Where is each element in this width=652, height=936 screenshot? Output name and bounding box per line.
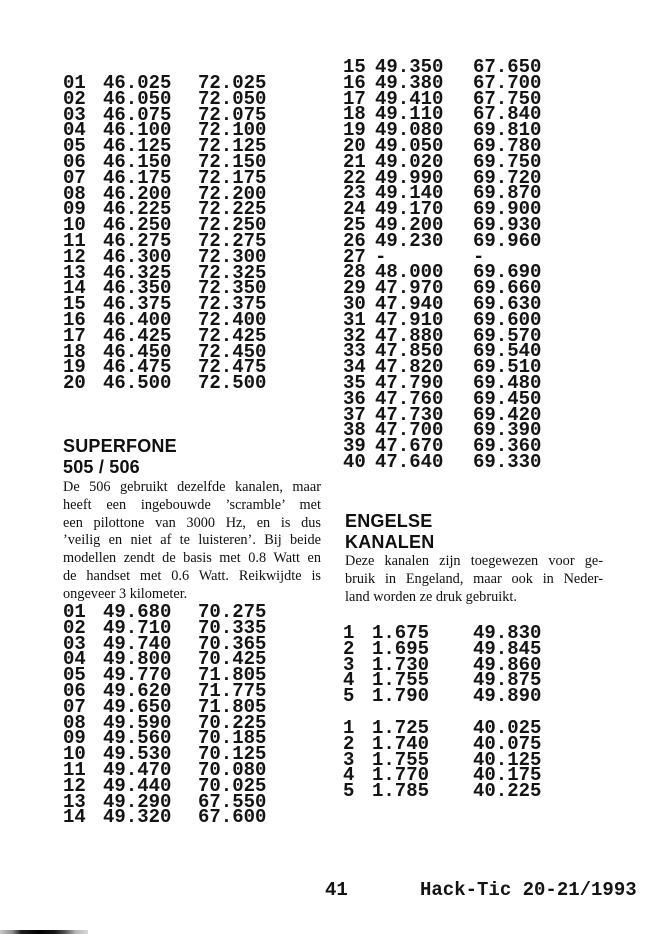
- frequency-b: 69.540: [473, 340, 542, 363]
- frequency-b: 69.750: [473, 150, 542, 173]
- channel-number: 18: [63, 340, 86, 363]
- frequency-a: 49.590: [103, 711, 172, 734]
- frequency-a: 47.790: [375, 371, 444, 394]
- frequency-b: 67.700: [473, 71, 542, 94]
- frequency-a: 47.880: [375, 324, 444, 347]
- english-channels-table-b: [343, 717, 542, 803]
- channel-number: 33: [343, 340, 366, 363]
- frequency-b: 67.600: [198, 806, 267, 829]
- table-row: [63, 806, 267, 829]
- channel-number: 11: [63, 758, 86, 781]
- channel-number: 16: [63, 308, 86, 331]
- frequency-a: 49.050: [375, 134, 444, 157]
- frequency-b: 70.335: [198, 616, 267, 639]
- channel-number: 06: [63, 150, 86, 173]
- frequency-b: 40.125: [473, 748, 542, 771]
- superfone-heading: [63, 436, 177, 478]
- frequency-a: 49.650: [103, 695, 172, 718]
- frequency-a: 46.400: [103, 308, 172, 331]
- frequency-b: 49.845: [473, 637, 542, 660]
- frequency-a: 47.730: [375, 403, 444, 426]
- channel-number: 07: [63, 166, 86, 189]
- channel-number: 03: [63, 103, 86, 126]
- frequency-b: 69.660: [473, 277, 542, 300]
- frequency-a: 49.560: [103, 727, 172, 750]
- frequency-a: 1.770: [372, 764, 430, 787]
- channel-number: 04: [63, 648, 86, 671]
- frequency-a: 1.755: [372, 748, 430, 771]
- frequency-b: 72.375: [198, 293, 267, 316]
- frequency-b: 40.225: [473, 780, 542, 803]
- channel-number: 35: [343, 371, 366, 394]
- frequency-a: 1.730: [372, 653, 430, 676]
- frequency-b: 72.300: [198, 245, 267, 268]
- frequency-a: 49.740: [103, 632, 172, 655]
- frequency-b: 49.875: [473, 669, 542, 692]
- channel-number: 17: [63, 324, 86, 347]
- frequency-a: 49.680: [103, 601, 172, 623]
- frequency-b: 69.510: [473, 356, 542, 379]
- frequency-a: 46.500: [103, 372, 172, 395]
- frequency-a: 46.175: [103, 166, 172, 189]
- frequency-b: 69.450: [473, 387, 542, 410]
- channel-number: 20: [63, 372, 86, 395]
- table-row: [343, 229, 542, 252]
- page-number: 41: [325, 879, 348, 901]
- frequency-a: 47.760: [375, 387, 444, 410]
- frequency-a: 1.790: [372, 685, 430, 708]
- frequency-b: 72.325: [198, 261, 267, 284]
- channel-number: 22: [343, 166, 366, 189]
- scan-artifact: [0, 930, 88, 934]
- frequency-a: 49.200: [375, 213, 444, 236]
- frequency-b: 40.175: [473, 764, 542, 787]
- channel-number: 27: [343, 245, 366, 268]
- channel-number: 01: [63, 72, 86, 94]
- frequency-b: 67.750: [473, 87, 542, 110]
- frequency-a: 49.620: [103, 679, 172, 702]
- frequency-a: 49.380: [375, 71, 444, 94]
- channel-number: 01: [63, 601, 86, 623]
- english-channels-table-a: [343, 622, 542, 708]
- channel-number: 39: [343, 435, 366, 458]
- channel-number: 19: [343, 119, 366, 142]
- frequency-b: 69.900: [473, 198, 542, 221]
- channel-number: 32: [343, 324, 366, 347]
- frequency-a: 46.225: [103, 198, 172, 221]
- channel-number: 24: [343, 198, 366, 221]
- heading-line-1: ENGELSE: [345, 511, 433, 531]
- channel-number: 34: [343, 356, 366, 379]
- frequency-a: 46.250: [103, 214, 172, 237]
- heading-line-2: KANALEN: [345, 532, 435, 552]
- frequency-b: 67.550: [198, 790, 267, 813]
- table-row: [343, 780, 542, 803]
- channel-number: 37: [343, 403, 366, 426]
- frequency-a: 46.350: [103, 277, 172, 300]
- superfone-channel-table: [63, 601, 267, 829]
- channel-number: 02: [63, 87, 86, 110]
- frequency-b: 69.960: [473, 229, 542, 252]
- frequency-a: 1.755: [372, 669, 430, 692]
- frequency-a: 47.700: [375, 419, 444, 442]
- channel-number: 08: [63, 182, 86, 205]
- frequency-b: 69.570: [473, 324, 542, 347]
- frequency-b: 71.775: [198, 679, 267, 702]
- frequency-a: 47.970: [375, 277, 444, 300]
- frequency-a: 46.450: [103, 340, 172, 363]
- frequency-a: 46.275: [103, 229, 172, 252]
- issue-label: Hack-Tic 20-21/1993: [420, 879, 637, 901]
- channel-number: 30: [343, 292, 366, 315]
- frequency-b: 72.250: [198, 214, 267, 237]
- frequency-b: 69.390: [473, 419, 542, 442]
- frequency-b: 69.330: [473, 450, 542, 473]
- frequency-b: 72.075: [198, 103, 267, 126]
- frequency-a: 49.110: [375, 103, 444, 126]
- channel-number: 20: [343, 134, 366, 157]
- frequency-a: -: [375, 245, 387, 268]
- frequency-b: 49.830: [473, 622, 542, 644]
- channel-number: 3: [343, 748, 355, 771]
- frequency-a: 49.770: [103, 664, 172, 687]
- frequency-a: 48.000: [375, 261, 444, 284]
- frequency-a: 47.820: [375, 356, 444, 379]
- channel-number: 28: [343, 261, 366, 284]
- channel-number: 19: [63, 356, 86, 379]
- frequency-a: 49.410: [375, 87, 444, 110]
- table-row: [343, 450, 542, 473]
- frequency-table-46mhz: [63, 72, 267, 395]
- frequency-a: 1.695: [372, 637, 430, 660]
- channel-number: 15: [63, 293, 86, 316]
- frequency-b: 71.805: [198, 664, 267, 687]
- frequency-b: 72.425: [198, 324, 267, 347]
- frequency-b: 70.225: [198, 711, 267, 734]
- paragraph-line: Deze kanalen zijn toegewezen voor ge-: [345, 553, 603, 569]
- paragraph-line: de handset met 0.6 Watt. Reikwijdte is: [63, 567, 321, 584]
- channel-number: 12: [63, 245, 86, 268]
- channel-number: 14: [63, 806, 86, 829]
- channel-number: 03: [63, 632, 86, 655]
- frequency-b: 72.125: [198, 135, 267, 158]
- channel-number: 09: [63, 198, 86, 221]
- frequency-b: 69.810: [473, 119, 542, 142]
- frequency-a: 47.940: [375, 292, 444, 315]
- frequency-b: 69.480: [473, 371, 542, 394]
- frequency-a: 49.230: [375, 229, 444, 252]
- channel-number: 04: [63, 119, 86, 142]
- frequency-b: 72.450: [198, 340, 267, 363]
- paragraph-line: De 506 gebruikt dezelfde kanalen, maar: [63, 479, 321, 495]
- frequency-a: 46.075: [103, 103, 172, 126]
- engelse-paragraph: [345, 553, 603, 606]
- frequency-b: 72.100: [198, 119, 267, 142]
- channel-number: 3: [343, 653, 355, 676]
- channel-number: 05: [63, 135, 86, 158]
- channel-number: 26: [343, 229, 366, 252]
- frequency-b: 70.185: [198, 727, 267, 750]
- channel-number: 09: [63, 727, 86, 750]
- channel-number: 13: [63, 261, 86, 284]
- channel-number: 16: [343, 71, 366, 94]
- engelse-kanalen-heading: [345, 511, 434, 553]
- frequency-a: 49.080: [375, 119, 444, 142]
- frequency-a: 46.125: [103, 135, 172, 158]
- frequency-a: 49.290: [103, 790, 172, 813]
- paragraph-line: bruik in Engeland, maar ook in Neder-: [345, 570, 603, 587]
- frequency-a: 46.200: [103, 182, 172, 205]
- frequency-b: 69.720: [473, 166, 542, 189]
- frequency-a: 49.800: [103, 648, 172, 671]
- frequency-b: 70.365: [198, 632, 267, 655]
- frequency-a: 46.050: [103, 87, 172, 110]
- channel-number: 23: [343, 182, 366, 205]
- channel-number: 2: [343, 637, 355, 660]
- paragraph-line: land worden ze druk gebruikt.: [345, 588, 517, 605]
- frequency-a: 47.670: [375, 435, 444, 458]
- channel-number: 1: [343, 622, 355, 644]
- frequency-a: 1.740: [372, 732, 430, 755]
- frequency-b: 72.500: [198, 372, 267, 395]
- channel-number: 10: [63, 214, 86, 237]
- channel-number: 21: [343, 150, 366, 173]
- channel-number: 29: [343, 277, 366, 300]
- frequency-b: 72.150: [198, 150, 267, 173]
- frequency-a: 1.675: [372, 622, 430, 644]
- frequency-b: 40.075: [473, 732, 542, 755]
- channel-number: 5: [343, 685, 355, 708]
- frequency-b: 72.025: [198, 72, 267, 94]
- frequency-b: 69.360: [473, 435, 542, 458]
- frequency-a: 49.170: [375, 198, 444, 221]
- channel-number: 12: [63, 774, 86, 797]
- frequency-a: 47.640: [375, 450, 444, 473]
- frequency-b: 69.870: [473, 182, 542, 205]
- frequency-a: 49.440: [103, 774, 172, 797]
- frequency-b: 69.780: [473, 134, 542, 157]
- frequency-b: 49.860: [473, 653, 542, 676]
- frequency-a: 47.910: [375, 308, 444, 331]
- channel-number: 40: [343, 450, 366, 473]
- frequency-a: 46.300: [103, 245, 172, 268]
- frequency-a: 46.425: [103, 324, 172, 347]
- channel-number: 4: [343, 764, 355, 787]
- frequency-b: 69.600: [473, 308, 542, 331]
- channel-number: 05: [63, 664, 86, 687]
- channel-number: 38: [343, 419, 366, 442]
- heading-line-2: 505 / 506: [63, 457, 140, 477]
- channel-number: 31: [343, 308, 366, 331]
- frequency-b: 72.475: [198, 356, 267, 379]
- channel-number: 08: [63, 711, 86, 734]
- channel-number: 02: [63, 616, 86, 639]
- frequency-b: 69.630: [473, 292, 542, 315]
- frequency-b: 70.025: [198, 774, 267, 797]
- frequency-a: 46.375: [103, 293, 172, 316]
- frequency-b: 72.225: [198, 198, 267, 221]
- frequency-b: 67.650: [473, 56, 542, 78]
- frequency-b: 69.690: [473, 261, 542, 284]
- paragraph-line: heeft een ingebouwde ’scramble’ met: [63, 496, 321, 513]
- frequency-b: 69.420: [473, 403, 542, 426]
- frequency-b: 40.025: [473, 717, 542, 739]
- frequency-a: 49.530: [103, 743, 172, 766]
- frequency-a: 49.020: [375, 150, 444, 173]
- channel-number: 13: [63, 790, 86, 813]
- frequency-b: 67.840: [473, 103, 542, 126]
- heading-line-1: SUPERFONE: [63, 436, 177, 456]
- frequency-a: 49.320: [103, 806, 172, 829]
- channel-number: 4: [343, 669, 355, 692]
- channel-number: 11: [63, 229, 86, 252]
- frequency-a: 49.710: [103, 616, 172, 639]
- frequency-b: 70.125: [198, 743, 267, 766]
- frequency-a: 1.785: [372, 780, 430, 803]
- paragraph-line: modellen zendt de basis met 0.8 Watt en: [63, 550, 321, 567]
- channel-number: 18: [343, 103, 366, 126]
- channel-number: 17: [343, 87, 366, 110]
- channel-number: 25: [343, 213, 366, 236]
- frequency-a: 49.350: [375, 56, 444, 78]
- frequency-b: 70.080: [198, 758, 267, 781]
- frequency-b: 72.175: [198, 166, 267, 189]
- frequency-b: 49.890: [473, 685, 542, 708]
- channel-number: 1: [343, 717, 355, 739]
- frequency-b: 72.400: [198, 308, 267, 331]
- frequency-b: 72.350: [198, 277, 267, 300]
- frequency-b: 69.930: [473, 213, 542, 236]
- frequency-a: 49.470: [103, 758, 172, 781]
- channel-number: 36: [343, 387, 366, 410]
- table-row: [63, 372, 267, 395]
- frequency-a: 47.850: [375, 340, 444, 363]
- frequency-a: 46.325: [103, 261, 172, 284]
- frequency-a: 1.725: [372, 717, 430, 739]
- superfone-paragraph: [63, 479, 321, 604]
- frequency-b: 72.200: [198, 182, 267, 205]
- channel-number: 06: [63, 679, 86, 702]
- channel-number: 5: [343, 780, 355, 803]
- frequency-a: 46.025: [103, 72, 172, 94]
- frequency-a: 46.100: [103, 119, 172, 142]
- channel-number: 15: [343, 56, 366, 78]
- channel-number: 2: [343, 732, 355, 755]
- paragraph-line: ongeveer 3 kilometer.: [63, 585, 188, 602]
- frequency-b: 70.275: [198, 601, 267, 623]
- frequency-a: 46.150: [103, 150, 172, 173]
- frequency-b: 71.805: [198, 695, 267, 718]
- channel-number: 14: [63, 277, 86, 300]
- paragraph-line: een pilottone van 3000 Hz, en is dus: [63, 514, 321, 531]
- frequency-a: 49.990: [375, 166, 444, 189]
- frequency-table-channels-15-40: [343, 56, 542, 473]
- channel-number: 07: [63, 695, 86, 718]
- channel-number: 10: [63, 743, 86, 766]
- frequency-a: 46.475: [103, 356, 172, 379]
- frequency-b: 72.275: [198, 229, 267, 252]
- frequency-b: 72.050: [198, 87, 267, 110]
- table-row: [343, 685, 542, 708]
- frequency-b: 70.425: [198, 648, 267, 671]
- paragraph-line: ’veilig en niet af te luisteren’. Bij beide: [63, 532, 321, 549]
- frequency-a: 49.140: [375, 182, 444, 205]
- frequency-b: -: [473, 245, 485, 268]
